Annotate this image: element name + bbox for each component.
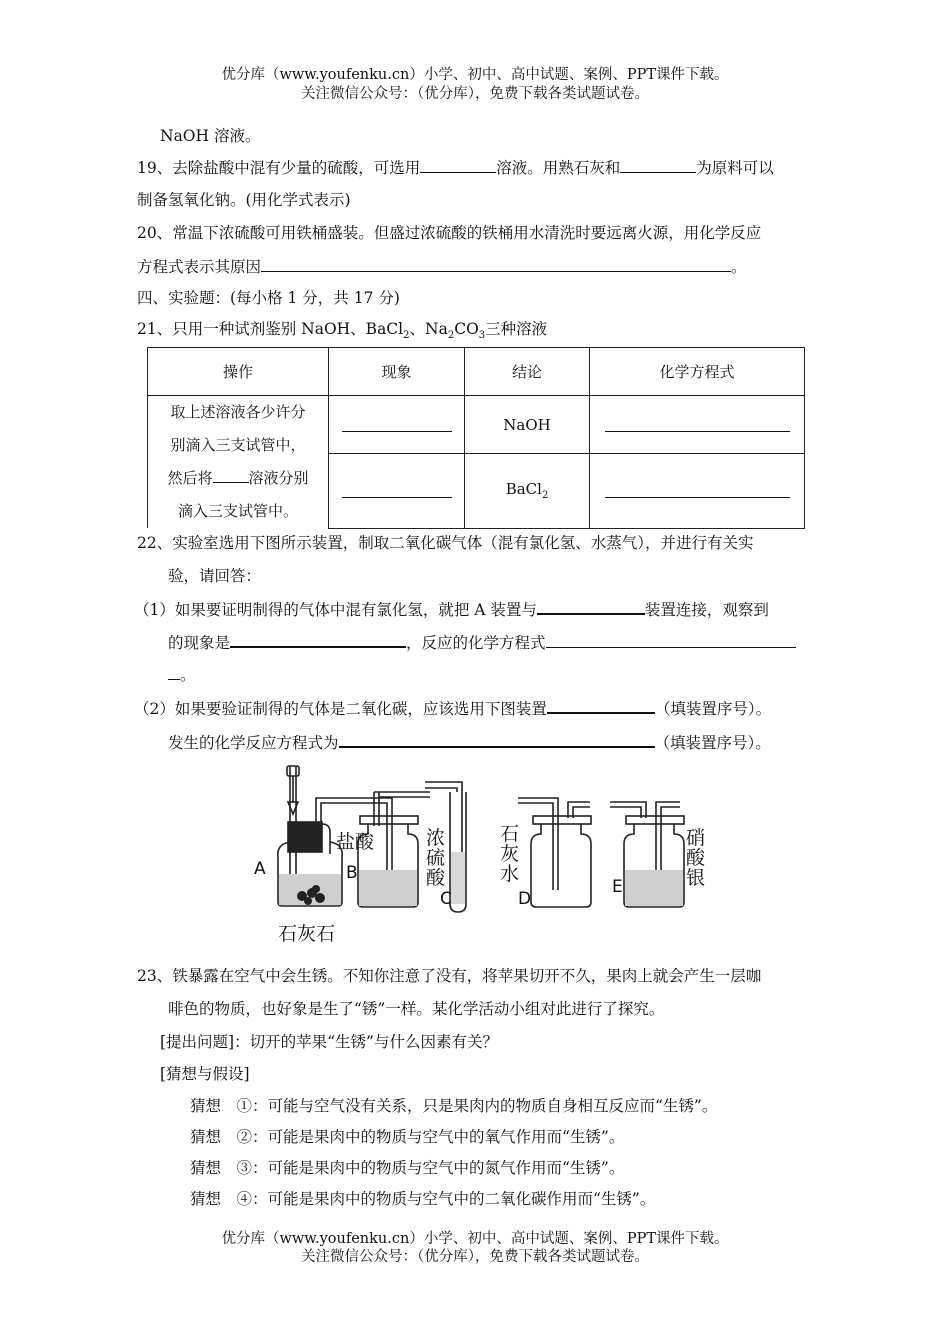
q22-p1-line3 — [168, 664, 196, 685]
q22-p2-d: （填装置序号）。 — [654, 734, 771, 752]
q22-blank-phenomenon[interactable] — [230, 631, 406, 648]
table-header-operation: 操作 — [148, 348, 329, 396]
device-a-stopper — [288, 822, 322, 852]
equation-cell-2[interactable] — [590, 454, 805, 528]
q23-hypothesis-title: [猜想与假设] — [160, 1065, 250, 1083]
phenomenon-cell-2[interactable] — [329, 454, 465, 528]
phenomenon-blank-1[interactable] — [342, 413, 452, 432]
q22-line2: 验，请回答： — [168, 567, 262, 585]
q19-part2: 溶液。用熟石灰和 — [496, 159, 621, 177]
page-header-line1: 优分库（www.youfenku.cn）小学、初中、高中试题、案例、PPT课件下载。 — [221, 67, 729, 83]
q21-sub-3: 3 — [478, 330, 486, 342]
q19-line1 — [137, 157, 774, 178]
q22-blank-equation-cont[interactable] — [168, 664, 180, 680]
equation-blank-1[interactable] — [605, 413, 790, 432]
table-header-equation: 化学方程式 — [590, 348, 805, 396]
q22-p1-c: 的现象是 — [168, 634, 231, 652]
q22-p2-b: （填装置序号）。 — [654, 700, 772, 718]
q18-tail: NaOH 溶液。 — [160, 127, 261, 145]
q23-guess-4: 猜想 ④：可能是果肉中的物质与空气中的二氧化碳作用而“生锈”。 — [190, 1190, 656, 1208]
q19-line2: 制备氢氧化钠。(用化学式表示) — [137, 191, 351, 209]
q23-line2: 啡色的物质，也好象是生了“锈”一样。某化学活动小组对此进行了探究。 — [168, 1000, 665, 1018]
phenomenon-cell-1[interactable] — [329, 396, 465, 454]
q20-prefix: 方程式表示其原因 — [137, 258, 262, 276]
q22-blank-device[interactable] — [537, 598, 645, 615]
conclusion-cell-1: NaOH — [465, 396, 590, 454]
q23-line1: 23、铁暴露在空气中会生锈。不知你注意了没有，将苹果切开不久，果肉上就会产生一层咖 — [137, 967, 762, 985]
label-h2so4-3: 酸 — [426, 867, 446, 889]
q19-blank-2[interactable] — [620, 157, 696, 173]
label-agno3-2: 酸 — [686, 847, 706, 869]
label-a: A — [254, 859, 266, 879]
conclusion-cell-2: BaCl$_2$ — [465, 454, 590, 528]
q22-p1-d: ，反应的化学方程式 — [406, 634, 546, 652]
device-b-liquid — [359, 870, 417, 906]
q22-p1-line2 — [168, 631, 796, 653]
table-operation-cell — [148, 396, 329, 529]
q22-p1-b: 装置连接，观察到 — [644, 601, 769, 619]
q21-mid: 、Na — [409, 320, 448, 338]
q22-line1: 22、实验室选用下图所示装置，制取二氧化碳气体（混有氯化氢、水蒸气），并进行有关实 — [137, 534, 754, 552]
q21-sub-1: 2 — [403, 330, 410, 342]
label-b: B — [346, 863, 358, 883]
q21-title — [137, 319, 547, 346]
table-header-conclusion: 结论 — [465, 348, 590, 396]
q19-part3: 为原料可以 — [696, 159, 774, 177]
q22-p2-line1 — [134, 697, 771, 719]
label-c: C — [440, 889, 452, 909]
q22-p1-e: 。 — [180, 666, 196, 684]
q22-p2-c: 发生的化学反应方程式为 — [168, 734, 339, 752]
op-line-2: 别滴入三支试管中， — [170, 436, 306, 454]
op-line-4: 滴入三支试管中。 — [177, 502, 298, 520]
apparatus-figure — [250, 762, 710, 952]
op-line-3: 然后将 溶液分别 — [167, 469, 309, 487]
equation-cell-1[interactable] — [590, 396, 805, 454]
device-c-liquid — [451, 852, 465, 904]
equation-blank-2[interactable] — [605, 479, 790, 498]
q20-blank[interactable] — [261, 256, 731, 272]
q20-line2 — [137, 256, 747, 277]
device-e-liquid — [625, 870, 683, 906]
q21-table — [147, 347, 805, 529]
op-line-1: 取上述溶液各少许分 — [170, 403, 306, 421]
q23-guess-3: 猜想 ③：可能是果肉中的物质与空气中的氮气作用而“生锈”。 — [190, 1159, 625, 1177]
label-h2so4-2: 硫 — [426, 847, 446, 869]
label-d: D — [518, 889, 532, 909]
q21-sub-2: 2 — [447, 330, 455, 342]
label-limewater-3: 水 — [500, 863, 520, 885]
q19-part1: 19、去除盐酸中混有少量的硫酸，可选用 — [137, 159, 421, 177]
q22-blank-equation[interactable] — [546, 632, 796, 648]
q23-guess-2: 猜想 ②：可能是果肉中的物质与空气中的氧气作用而“生锈”。 — [190, 1128, 625, 1146]
phenomenon-blank-2[interactable] — [342, 479, 452, 498]
page-header-line2: 关注微信公众号：（优分库），免费下载各类试题试卷。 — [301, 86, 649, 102]
q22-p1-line1 — [134, 598, 769, 620]
q22-p2-line2 — [168, 731, 771, 753]
q21-co3: CO — [454, 320, 479, 338]
label-limestone: 石灰石 — [278, 923, 336, 945]
label-limewater-1: 石 — [500, 823, 520, 845]
q22-blank-equation-2[interactable] — [339, 731, 655, 748]
page-footer-line1: 优分库（www.youfenku.cn）小学、初中、高中试题、案例、PPT课件下载。 — [221, 1231, 729, 1247]
reagent-blank[interactable] — [213, 467, 249, 483]
label-hydrochloric-acid: 盐酸 — [336, 831, 375, 853]
q22-blank-device-2[interactable] — [547, 697, 655, 714]
q21-prefix: 21、只用一种试剂鉴别 NaOH、BaCl — [137, 320, 404, 338]
page-footer-line2: 关注微信公众号：（优分库），免费下载各类试题试卷。 — [301, 1249, 649, 1265]
label-limewater-2: 灰 — [500, 843, 520, 865]
q20-line1: 20、常温下浓硫酸可用铁桶盛装。但盛过浓硫酸的铁桶用水清洗时要远离火源，用化学反应 — [137, 224, 762, 242]
table-header-phenomenon: 现象 — [329, 348, 465, 396]
q22-p2-a: （2）如果要验证制得的气体是二氧化碳，应该选用下图装置 — [134, 700, 547, 718]
section-4-title: 四、实验题：(每小格 1 分，共 17 分) — [137, 289, 400, 307]
label-h2so4-1: 浓 — [426, 827, 446, 849]
label-agno3-1: 硝 — [686, 827, 706, 849]
q23-guess-1: 猜想 ①：可能与空气没有关系，只是果肉内的物质自身相互反应而“生锈”。 — [190, 1097, 718, 1115]
label-e: E — [612, 877, 623, 897]
q23-question: [提出问题]：切开的苹果“生锈”与什么因素有关？ — [160, 1033, 498, 1051]
q21-suffix: 三种溶液 — [485, 320, 548, 338]
label-agno3-3: 银 — [686, 867, 706, 889]
q20-suffix: 。 — [731, 258, 747, 276]
q19-blank-1[interactable] — [420, 157, 496, 173]
q22-p1-a: （1）如果要证明制得的气体中混有氯化氢，就把 A 装置与 — [134, 601, 537, 619]
